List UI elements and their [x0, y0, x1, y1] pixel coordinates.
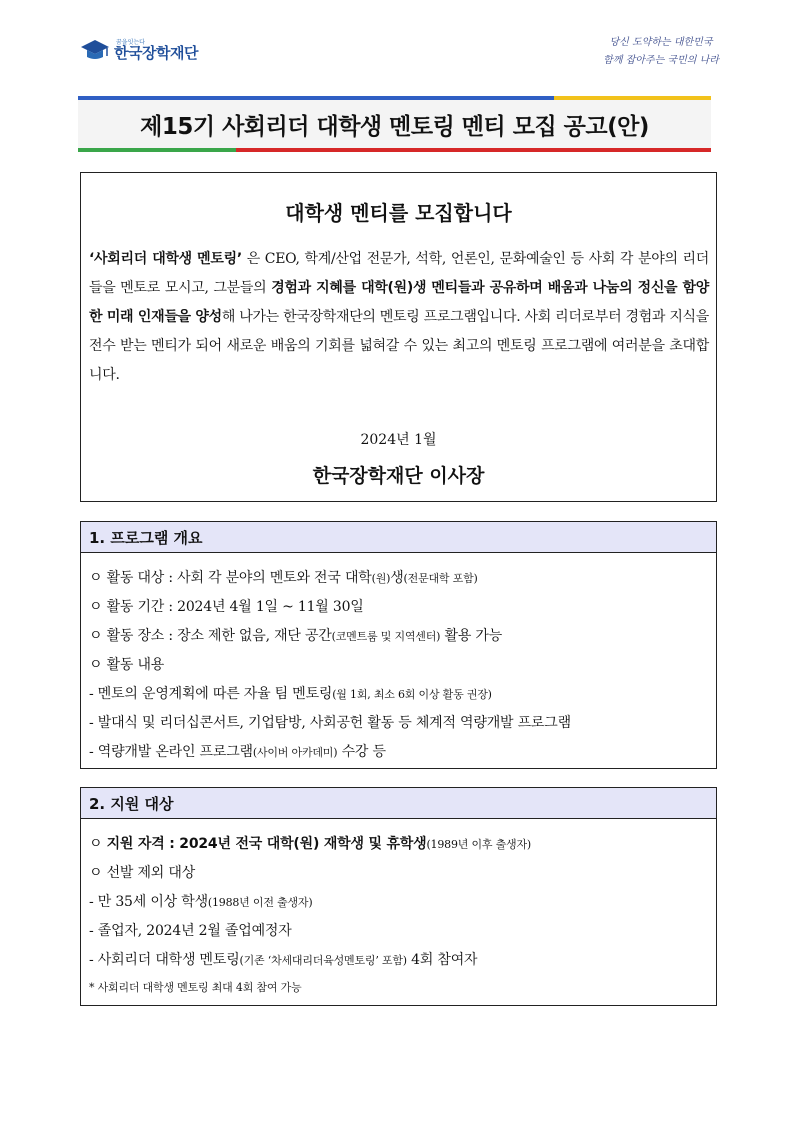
- page-title: 제15기 사회리더 대학생 멘토링 멘티 모집 공고(안): [78, 100, 711, 148]
- intro-text-2: 해 나가는 한국장학재단의 멘토링 프로그램입니다. 사회 리더로부터 경험과 지식을 전수 받는 멘티가 되어 새로운 배움의 기회를 넓혀갈 수 있는 최고의 멘토링 프로그램에 여러분을 초대합니다.: [89, 309, 709, 383]
- list-item: ㅇ 선발 제외 대상: [89, 865, 196, 881]
- list-item: - 졸업자, 2024년 2월 졸업예정자: [89, 923, 292, 939]
- slogan-line-1: 당신 도약하는 대한민국: [609, 37, 713, 48]
- intro-date: 2024년 1월: [360, 432, 437, 448]
- list-item: ㅇ 지원 자격 : 2024년 전국 대학(원) 재학생 및 휴학생(1989년 이후 출생자): [89, 836, 531, 852]
- list-item: ㅇ 활동 대상 : 사회 각 분야의 멘토와 전국 대학(원)생(전문대학 포함): [89, 570, 478, 586]
- intro-program-name: ‘사회리더 대학생 멘토링’: [89, 251, 242, 267]
- list-item: ㅇ 활동 내용: [89, 657, 165, 673]
- footnote: * 사회리더 대학생 멘토링 최대 4회 참여 가능: [89, 981, 302, 994]
- intro-text-1: 은 CEO, 학계/산업 전문가, 석학, 언론인, 문화예술인 등 사회 각 분야의 리더들을 멘토로 모시고, 그분들의: [89, 251, 709, 296]
- graduation-cap-icon: [80, 38, 110, 62]
- logo-tagline: 꿈을잇는다: [116, 38, 145, 46]
- intro-paragraph: [89, 245, 709, 390]
- section-2-body: [80, 819, 717, 1006]
- list-item: - 역량개발 온라인 프로그램(사이버 아카데미) 수강 등: [89, 744, 386, 760]
- intro-emphasis: 경험과 지혜를 대학(원)생 멘티들과 공유하며 배움과 나눔의 정신을 함양한 미래 인재들을 양성: [89, 280, 709, 325]
- list-item: - 멘토의 운영계획에 따른 자율 팀 멘토링(월 1회, 최소 6회 이상 활동 권장): [89, 686, 492, 702]
- title-banner: [78, 96, 711, 152]
- slogan: [596, 34, 726, 70]
- section-1-header: 1. 프로그램 개요: [80, 521, 717, 553]
- section-1-body: [80, 553, 717, 769]
- slogan-line-2: 함께 잡아주는 국민의 나라: [603, 55, 719, 66]
- list-item: - 만 35세 이상 학생(1988년 이전 출생자): [89, 894, 313, 910]
- intro-signature: 한국장학재단 이사장: [312, 465, 485, 487]
- list-item: ㅇ 활동 기간 : 2024년 4월 1일 ~ 11월 30일: [89, 599, 364, 615]
- intro-heading: 대학생 멘티를 모집합니다: [285, 201, 512, 225]
- logo-name: 한국장학재단: [114, 43, 198, 62]
- title-bottom-bar: [78, 148, 711, 152]
- list-item: - 발대식 및 리더십콘서트, 기업탐방, 사회공헌 활동 등 체계적 역량개발 프로그램: [89, 715, 571, 731]
- list-item: ㅇ 활동 장소 : 장소 제한 없음, 재단 공간(코멘트룸 및 지역센터) 활용 가능: [89, 628, 503, 644]
- kosaf-logo: [80, 38, 198, 62]
- list-item: - 사회리더 대학생 멘토링(기존 ‘차세대리더육성멘토링’ 포함) 4회 참여자: [89, 952, 478, 968]
- section-2-header: 2. 지원 대상: [80, 787, 717, 819]
- intro-box: [80, 172, 717, 502]
